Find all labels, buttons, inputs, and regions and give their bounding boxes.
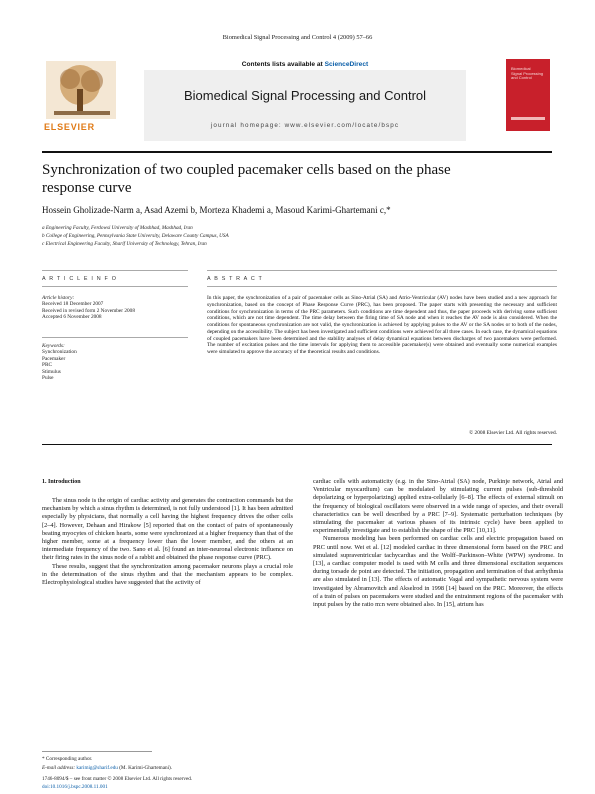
footnote-rule [42, 751, 152, 752]
article-info-mid-rule [42, 286, 188, 287]
history-accepted: Accepted 6 November 2008 [42, 314, 102, 321]
corresponding-author-note: * Corresponding author. [42, 756, 93, 762]
journal-title: Biomedical Signal Processing and Control [183, 88, 427, 103]
contents-prefix: Contents lists available at [241, 61, 323, 68]
keyword: Synchronization [42, 349, 77, 356]
section-heading-introduction: 1. Introduction [42, 479, 81, 485]
paper-title: Synchronization of two coupled pacemaker cells based on the phase response curve [42, 162, 451, 196]
journal-homepage [144, 122, 466, 129]
history-revised: Received in revised form 2 November 2008 [42, 307, 135, 314]
article-info-label: A R T I C L E I N F O [42, 276, 118, 282]
email-suffix: (M. Karimi-Ghartemani). [119, 765, 173, 771]
keyword: Pulse [42, 375, 54, 382]
authors-text: Hossein Gholizade-Narm a, Asad Azemi b, Morteza Khademi a, Masoud Karimi-Ghartemani c,* [42, 205, 391, 215]
homepage-url[interactable]: www.elsevier.com/locate/bspc [284, 122, 400, 129]
keywords-label: Keywords: [42, 343, 65, 349]
cover-text [511, 67, 543, 81]
abstract-mid-rule [207, 286, 557, 287]
intro-paragraph: These results, suggest that the synchronization among pacemaker neurons plays a crucial role in the determination of the sinus rhythm and that the mechanism appears to be complex. Electrophysiological studies have suggested that the activity of [42, 562, 293, 587]
cover-line-1: Biomedical [511, 66, 531, 71]
abstract-body: In this paper, the synchronization of a pair of pacemaker cells as Sino-Atrial (SA) and Atrio-Ventricular (AV) nodes have been studied and a new approach for synchronization, based on the concept of Phase Response Curve (PRC), has been proposed. The paper starts with presenting the necessary and sufficient conditions for synchronization in terms of the PRC parameters. Such conditions are time dependent and thus, the paper proceeds with deriving some sufficient conditions, which are not time dependent. The time delay between the firing time of SA node and when it reaches the AV node is also considered. When the conditions for spontaneous synchronization are not valid, the synchronization is achieved by applying pulses to the AV or the SA nodes or to both of the nodes, depending on the accessibility. The subject has been investigated and sufficient conditions were achieved for all three cases. In each case, the dynamical equations of coupled pacemakers have been determined and the stability analyses of delay dynamical equations between discharges of two pacemakers were performed. The number of excitation pulses and the time intervals for applying them to accessible pacemaker(s) were obtained and eventually some numerical examples were simulated to approve the accuracy of the theoretical results and conditions. [207, 295, 558, 355]
keyword: PRC [42, 362, 53, 369]
journal-banner [144, 70, 466, 141]
email-note [42, 765, 172, 771]
intro-left-column [42, 497, 293, 587]
running-header: Biomedical Signal Processing and Control 4 (2009) 57–66 [222, 34, 373, 41]
doi-link[interactable]: doi:10.1016/j.bspc.2008.11.001 [42, 784, 108, 790]
intro-paragraph: The sinus node is the origin of cardiac activity and generates the contraction commands but the mechanism by which a sinus rhythm is determined, is not fully understood [1]. It has been admitted especially by physicians, that normally a cell having the highest frequency drives the other cells [2–4]. However, Dehaan and Hirakow [5] reported that on the contact of pairs of spontaneously beating myocytes of chicken hearts, some were synchronized at a higher frequency than that of the higher member, some at a frequency lower than the lower member, and the others at an intermediate frequency of the two. Sano et al. [6] found an inter-neuronal electronic influence on their firing rates in the sinus node of a rabbit and obtained the phase response curve (PRC). [42, 497, 293, 562]
affiliation-a: a Engineering Faculty, Ferdowsi University of Mashhad, Mashhad, Iran [42, 225, 193, 231]
cover-logo-bar [511, 117, 545, 120]
journal-masthead [42, 59, 552, 151]
intro-right-column [313, 478, 563, 609]
article-info-top-rule [42, 270, 188, 271]
email-link[interactable]: karimig@sharif.edu [76, 765, 118, 771]
history-received: Received 18 December 2007 [42, 301, 104, 308]
abstract-copyright: © 2008 Elsevier Ltd. All rights reserved. [469, 430, 557, 436]
history-label: Article history: [42, 295, 75, 301]
homepage-prefix: journal homepage: [210, 122, 282, 129]
keywords-block [42, 343, 188, 381]
issn-line: 1746-8094/$ – see front matter © 2008 Elsevier Ltd. All rights reserved. [42, 776, 193, 782]
abstract-label: A B S T R A C T [207, 276, 264, 282]
article-info-keywords-rule [42, 337, 188, 338]
contents-line [144, 61, 466, 68]
intro-paragraph: cardiac cells with automaticity (e.g. in the Sino-Atrial (SA) node, Purkinje network, Atrial and Ventricular myocardium) can be modulated by stimulating current pulses (sub-threshold depolarizing or hyperpolarizing) applied extra-cellularly [6–8]. The effects of external stimuli on the frequency of biological oscillators were observed in a wide range of species, and their overall characteristics can be well described by a PRC [7–9]. Systematic perturbation techniques (by stimulating the pacemaker at various phases of its intrinsic cycle) have been applied to experimentally investigate and to establish the shape of the PRC [10,11]. [313, 478, 563, 535]
intro-paragraph: Numerous modeling has been performed on cardiac cells and electric propagation based on PRC until now. Wei et al. [12] modeled cardiac in three dimensional form based on the PRC and simulated supraventricular tachycardias and the Wolff–Parkinson–White (WPW) syndrome. In [13], a cardiac computer model is used with M cells and three dimensional excitation sequences during torsade de point are detected. The initiation, propagation and termination of that arrhythmia are also simulated in [13]. The effects of automatic Vagal and sympathetic nervous system were investigated by Abramovitch and Akselrod in 1998 [14] based on the PRC. Moreover, the effects of a train of pulses on pacemakers were studied and the entrainment regions of the pacemaker with input pulses by the ratio m:n were obtained also. In [15], atrium has [313, 535, 563, 609]
cover-line-2: Signal Processing [511, 70, 544, 76]
keyword: Stimulus [42, 368, 61, 375]
cover-line-3: and Control [511, 75, 532, 81]
doi-line [42, 784, 108, 790]
affiliation-b: b College of Engineering, Pennsylvania State University, Delaware County Campus, USA [42, 233, 229, 239]
email-label: E-mail address: [42, 765, 76, 771]
keyword: Pacemaker [42, 355, 66, 362]
article-history [42, 295, 188, 321]
masthead-rule [42, 151, 552, 153]
front-matter-bottom-rule [42, 444, 552, 445]
publisher-name: ELSEVIER [44, 122, 95, 132]
author-list [42, 205, 562, 215]
sciencedirect-link[interactable]: ScienceDirect [324, 61, 369, 68]
journal-cover-image [506, 59, 550, 131]
affiliation-c: c Electrical Engineering Faculty, Sharif University of Technology, Tehran, Iran [42, 241, 207, 247]
abstract-top-rule [207, 270, 557, 271]
